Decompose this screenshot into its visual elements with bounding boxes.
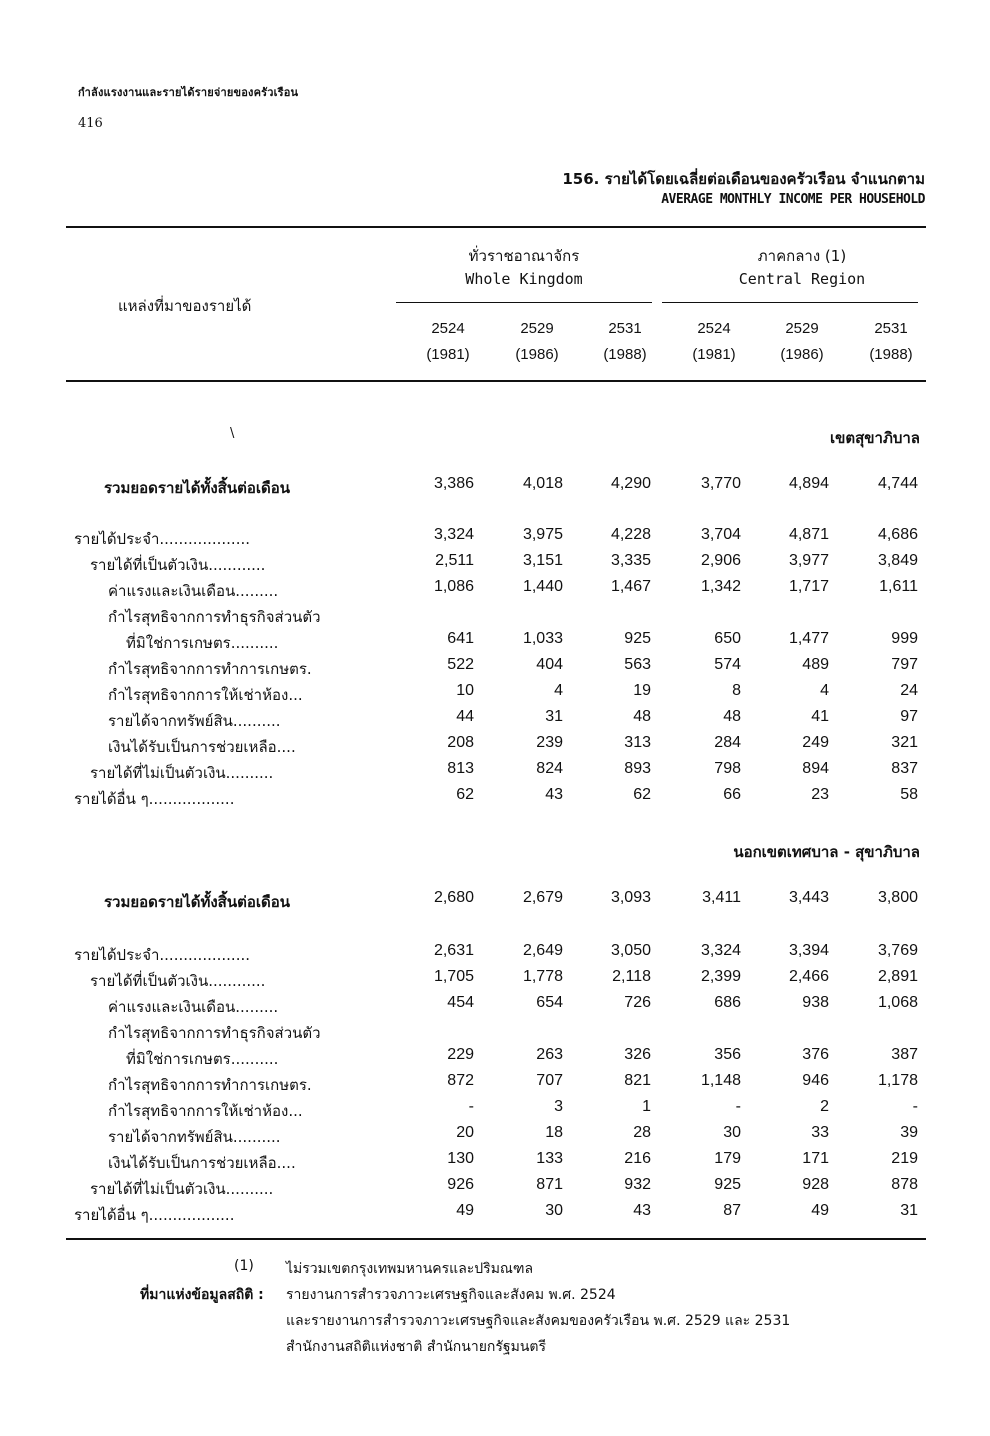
table-cell: 62	[633, 786, 651, 803]
table-cell: 3,704	[700, 526, 741, 543]
table-cell: 3,093	[610, 889, 651, 906]
section-label-sanitary-district: เขตสุขาภิบาล	[830, 429, 920, 447]
year-ce-header: (1981)	[426, 346, 470, 363]
table-cell: 3,151	[522, 552, 563, 569]
table-cell: 2,466	[788, 968, 829, 985]
table-cell: 31	[545, 708, 563, 725]
group-heading-whole-kingdom-en: Whole Kingdom	[465, 270, 583, 288]
table-cell: 797	[891, 656, 918, 673]
table-cell: 48	[633, 708, 651, 725]
table-cell: 650	[714, 630, 741, 647]
table-cell: 3,324	[433, 526, 474, 543]
stub-heading: แหล่งที่มาของรายได้	[118, 297, 252, 315]
table-cell: 18	[545, 1124, 563, 1141]
table-cell: 925	[714, 1176, 741, 1193]
table-cell: 2,906	[700, 552, 741, 569]
row-label: เงินได้รับเป็นการช่วยเหลือ....	[108, 738, 296, 756]
table-cell: 3,050	[610, 942, 651, 959]
table-cell: 10	[456, 682, 474, 699]
row-label: รายได้ประจำ...................	[74, 530, 250, 548]
table-cell: 326	[624, 1046, 651, 1063]
table-cell: -	[735, 1098, 741, 1115]
row-label: ที่มิใช่การเกษตร..........	[126, 634, 279, 652]
table-cell: 4	[820, 682, 829, 699]
source-line-2: และรายงานการสำรวจภาวะเศรษฐกิจและสังคมของครัวเรือน พ.ศ. 2529 และ 2531	[286, 1313, 791, 1329]
table-cell: 171	[802, 1150, 829, 1167]
year-be-header: 2529	[785, 320, 819, 337]
table-cell: 313	[624, 734, 651, 751]
table-cell: 4,871	[788, 526, 829, 543]
table-cell: 1,778	[522, 968, 563, 985]
table-cell: 871	[536, 1176, 563, 1193]
table-cell: 3,386	[433, 475, 474, 492]
group-rule-whole-kingdom	[396, 302, 652, 303]
table-cell: 2,399	[700, 968, 741, 985]
table-cell: 925	[624, 630, 651, 647]
table-cell: 3,800	[877, 889, 918, 906]
table-cell: 229	[447, 1046, 474, 1063]
table-cell: 87	[723, 1202, 741, 1219]
table-cell: 3,394	[788, 942, 829, 959]
row-label: กำไรสุทธิจากการทำธุรกิจส่วนตัว	[108, 608, 321, 626]
total-row-label: รวมยอดรายได้ทั้งสิ้นต่อเดือน	[104, 479, 290, 497]
row-label: รายได้ที่เป็นตัวเงิน............	[90, 556, 266, 574]
table-cell: 284	[714, 734, 741, 751]
table-cell: 1	[642, 1098, 651, 1115]
table-cell: 321	[891, 734, 918, 751]
table-cell: 1,342	[700, 578, 741, 595]
table-cell: 3,849	[877, 552, 918, 569]
table-cell: 4	[554, 682, 563, 699]
table-cell: 2,891	[877, 968, 918, 985]
table-cell: 821	[624, 1072, 651, 1089]
stray-mark: \	[230, 426, 235, 441]
table-cell: 3,770	[700, 475, 741, 492]
table-cell: 1,068	[877, 994, 918, 1011]
table-cell: 28	[633, 1124, 651, 1141]
table-cell: 574	[714, 656, 741, 673]
table-cell: 23	[811, 786, 829, 803]
table-cell: 387	[891, 1046, 918, 1063]
total-row-label: รวมยอดรายได้ทั้งสิ้นต่อเดือน	[104, 893, 290, 911]
table-cell: 2,118	[612, 968, 651, 985]
table-cell: 946	[802, 1072, 829, 1089]
table-cell: 489	[802, 656, 829, 673]
table-cell: 33	[811, 1124, 829, 1141]
table-cell: 179	[714, 1150, 741, 1167]
table-cell: 938	[802, 994, 829, 1011]
table-cell: 522	[447, 656, 474, 673]
table-cell: 878	[891, 1176, 918, 1193]
table-cell: 798	[714, 760, 741, 777]
year-ce-header: (1988)	[603, 346, 647, 363]
year-be-header: 2524	[697, 320, 731, 337]
table-cell: 894	[802, 760, 829, 777]
table-cell: 999	[891, 630, 918, 647]
table-cell: 1,086	[433, 578, 474, 595]
table-cell: 249	[802, 734, 829, 751]
row-label: เงินได้รับเป็นการช่วยเหลือ....	[108, 1154, 296, 1172]
year-be-header: 2531	[608, 320, 642, 337]
row-label: รายได้ที่ไม่เป็นตัวเงิน..........	[90, 764, 274, 782]
table-cell: 928	[802, 1176, 829, 1193]
table-cell: 48	[723, 708, 741, 725]
row-label: รายได้ประจำ...................	[74, 946, 250, 964]
table-cell: 1,717	[788, 578, 829, 595]
table-cell: 4,290	[610, 475, 651, 492]
top-rule	[66, 226, 926, 228]
table-cell: 2,679	[522, 889, 563, 906]
table-cell: 8	[732, 682, 741, 699]
table-cell: 66	[723, 786, 741, 803]
header-bottom-rule	[66, 380, 926, 382]
row-label: รายได้อื่น ๆ..................	[74, 790, 235, 808]
table-cell: 4,228	[610, 526, 651, 543]
table-cell: -	[912, 1098, 918, 1115]
page-number: 416	[78, 116, 103, 131]
table-cell: 3,335	[610, 552, 651, 569]
table-cell: 43	[545, 786, 563, 803]
table-cell: 926	[447, 1176, 474, 1193]
year-ce-header: (1986)	[780, 346, 824, 363]
source-line-3: สำนักงานสถิติแห่งชาติ สำนักนายกรัฐมนตรี	[286, 1339, 547, 1355]
table-cell: 58	[900, 786, 918, 803]
table-cell: 49	[811, 1202, 829, 1219]
table-cell: 44	[456, 708, 474, 725]
row-label: รายได้ที่ไม่เป็นตัวเงิน..........	[90, 1180, 274, 1198]
table-cell: 893	[624, 760, 651, 777]
table-cell: 3,443	[788, 889, 829, 906]
table-cell: 932	[624, 1176, 651, 1193]
table-cell: 2	[820, 1098, 829, 1115]
table-cell: 31	[900, 1202, 918, 1219]
table-cell: 707	[536, 1072, 563, 1089]
year-be-header: 2531	[874, 320, 908, 337]
table-cell: 1,611	[879, 578, 918, 595]
table-cell: 3,769	[877, 942, 918, 959]
table-cell: 30	[723, 1124, 741, 1141]
source-line-1: รายงานการสำรวจภาวะเศรษฐกิจและสังคม พ.ศ. 2524	[286, 1287, 616, 1303]
table-cell: 1,705	[433, 968, 474, 985]
year-be-header: 2524	[431, 320, 465, 337]
year-ce-header: (1986)	[515, 346, 559, 363]
group-rule-central-region	[662, 302, 918, 303]
table-cell: 208	[447, 734, 474, 751]
table-cell: 726	[624, 994, 651, 1011]
table-cell: 404	[536, 656, 563, 673]
row-label: กำไรสุทธิจากการให้เช่าห้อง...	[108, 686, 303, 704]
row-label: รายได้จากทรัพย์สิน..........	[108, 1128, 281, 1146]
row-label: กำไรสุทธิจากการทำธุรกิจส่วนตัว	[108, 1024, 321, 1042]
table-cell: 376	[802, 1046, 829, 1063]
table-cell: 686	[714, 994, 741, 1011]
table-cell: 2,649	[522, 942, 563, 959]
table-cell: 62	[456, 786, 474, 803]
table-cell: 3,975	[522, 526, 563, 543]
table-cell: 1,477	[788, 630, 829, 647]
row-label: รายได้จากทรัพย์สิน..........	[108, 712, 281, 730]
group-heading-central-region-en: Central Region	[738, 270, 866, 288]
table-cell: 43	[633, 1202, 651, 1219]
year-ce-header: (1988)	[869, 346, 913, 363]
table-cell: 813	[447, 760, 474, 777]
table-cell: 824	[536, 760, 563, 777]
table-cell: 454	[447, 994, 474, 1011]
table-cell: 216	[624, 1150, 651, 1167]
table-cell: 356	[714, 1046, 741, 1063]
table-cell: 130	[447, 1150, 474, 1167]
table-cell: 1,467	[610, 578, 651, 595]
row-label: กำไรสุทธิจากการทำการเกษตร.	[108, 660, 312, 678]
table-cell: 97	[900, 708, 918, 725]
table-cell: 1,033	[522, 630, 563, 647]
row-label: ค่าแรงและเงินเดือน.........	[108, 998, 279, 1016]
running-title: กำลังแรงงานและรายได้รายจ่ายของครัวเรือน	[78, 86, 299, 99]
table-cell: 1,148	[700, 1072, 741, 1089]
table-cell: 3,324	[700, 942, 741, 959]
table-cell: 4,686	[877, 526, 918, 543]
year-be-header: 2529	[520, 320, 554, 337]
table-cell: 2,631	[433, 942, 474, 959]
table-title-en: AVERAGE MONTHLY INCOME PER HOUSEHOLD	[661, 192, 925, 207]
footnote-text: ไม่รวมเขตกรุงเทพมหานครและปริมณฑล	[286, 1261, 534, 1277]
group-heading-whole-kingdom-th: ทั่วราชอาณาจักร	[468, 247, 580, 265]
table-cell: 3	[554, 1098, 563, 1115]
table-cell: 654	[536, 994, 563, 1011]
table-cell: 41	[811, 708, 829, 725]
table-cell: 49	[456, 1202, 474, 1219]
table-cell: 30	[545, 1202, 563, 1219]
table-cell: 3,411	[702, 889, 741, 906]
table-cell: 4,894	[788, 475, 829, 492]
table-cell: 1,178	[877, 1072, 918, 1089]
row-label: ที่มิใช่การเกษตร..........	[126, 1050, 279, 1068]
table-cell: 837	[891, 760, 918, 777]
row-label: รายได้ที่เป็นตัวเงิน............	[90, 972, 266, 990]
table-cell: 239	[536, 734, 563, 751]
table-cell: 19	[633, 682, 651, 699]
table-cell: 3,977	[788, 552, 829, 569]
row-label: กำไรสุทธิจากการให้เช่าห้อง...	[108, 1102, 303, 1120]
table-title-th: 156. รายได้โดยเฉลี่ยต่อเดือนของครัวเรือน จำแนกตาม	[562, 170, 925, 188]
table-cell: 1,440	[522, 578, 563, 595]
table-cell: 263	[536, 1046, 563, 1063]
table-cell: 39	[900, 1124, 918, 1141]
section-label-outside-municipal: นอกเขตเทศบาล - สุขาภิบาล	[733, 843, 920, 861]
year-ce-header: (1981)	[692, 346, 736, 363]
table-cell: 641	[447, 630, 474, 647]
footnote-marker: (1)	[234, 1258, 254, 1274]
table-bottom-rule	[66, 1238, 926, 1240]
row-label: กำไรสุทธิจากการทำการเกษตร.	[108, 1076, 312, 1094]
table-cell: 872	[447, 1072, 474, 1089]
source-label: ที่มาแห่งข้อมูลสถิติ :	[140, 1287, 264, 1303]
table-cell: 133	[536, 1150, 563, 1167]
table-cell: 2,511	[435, 552, 474, 569]
table-cell: 20	[456, 1124, 474, 1141]
row-label: ค่าแรงและเงินเดือน.........	[108, 582, 279, 600]
row-label: รายได้อื่น ๆ..................	[74, 1206, 235, 1224]
table-cell: 219	[891, 1150, 918, 1167]
table-cell: 4,744	[877, 475, 918, 492]
table-cell: 563	[624, 656, 651, 673]
group-heading-central-region-th: ภาคกลาง (1)	[757, 247, 847, 265]
table-cell: -	[468, 1098, 474, 1115]
table-cell: 4,018	[522, 475, 563, 492]
table-cell: 2,680	[433, 889, 474, 906]
table-cell: 24	[900, 682, 918, 699]
